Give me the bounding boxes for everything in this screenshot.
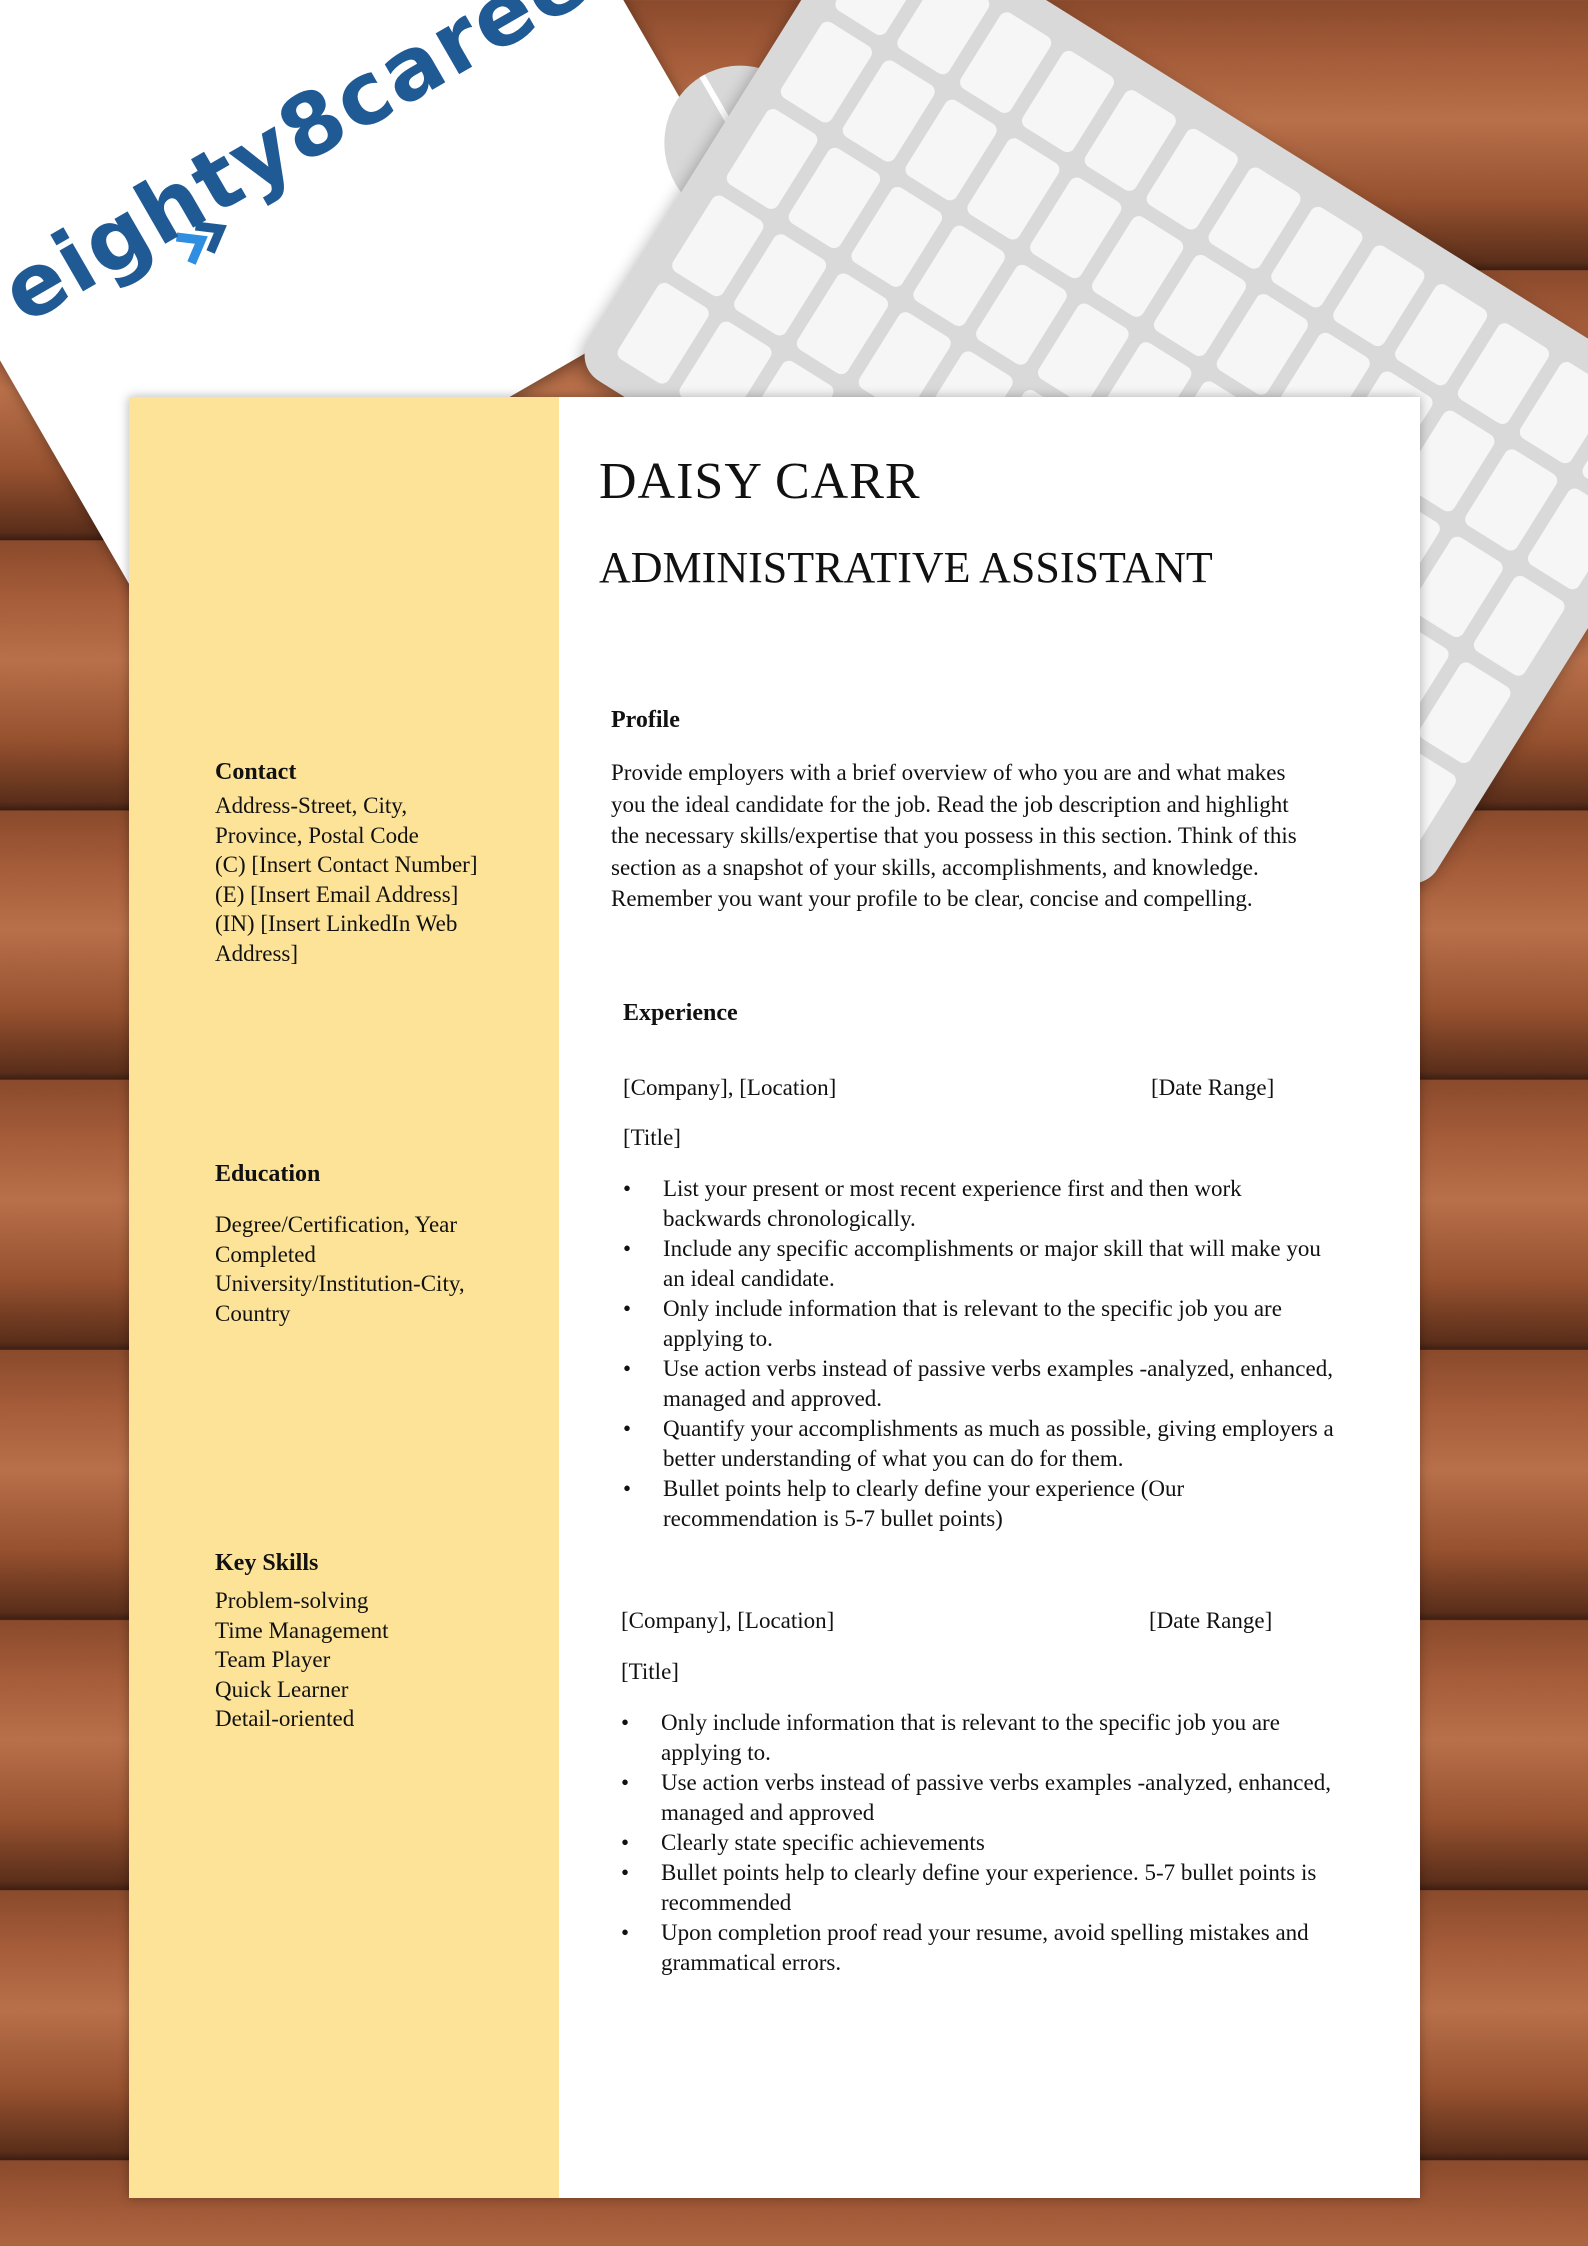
skills-heading: Key Skills: [215, 1550, 319, 1576]
contact-line: Address]: [215, 940, 299, 966]
skills-list: [215, 1586, 389, 1734]
contact-details: [215, 791, 545, 968]
job-header: [623, 1073, 1343, 1103]
job-bullet: • Only include information that is relevant to the specific job you are applying to.: [621, 1708, 1361, 1768]
contact-line: (E) [Insert Email Address]: [215, 881, 459, 907]
profile-line: section as a snapshot of your skills, accomplishments, and knowledge.: [611, 854, 1259, 880]
contact-heading: Contact: [215, 759, 297, 785]
contact-line: Address-Street, City,: [215, 793, 408, 818]
job-company: [Company], [Location]: [621, 1608, 835, 1633]
contact-line: (C) [Insert Contact Number]: [215, 852, 478, 877]
job-bullet: • Bullet points help to clearly define your experience. 5-7 bullet points is recommended: [621, 1858, 1361, 1918]
skill-item: Detail-oriented: [215, 1706, 355, 1731]
job-entry: [623, 1073, 1343, 1534]
profile-line: you the ideal candidate for the job. Read the job description and highlight: [611, 791, 1289, 817]
education-line: Country: [215, 1300, 291, 1326]
job-bullet: • Quantify your accomplishments as much as possible, giving employers a better understanding of what you can do for them.: [623, 1414, 1343, 1474]
skill-item: Problem-solving: [215, 1588, 369, 1613]
job-bullets: [621, 1708, 1361, 1978]
skill-item: Team Player: [215, 1647, 331, 1672]
job-bullet: • Only include information that is relevant to the specific job you are applying to.: [623, 1294, 1343, 1354]
job-bullet: • Include any specific accomplishments or major skill that will make you an ideal candidate.: [623, 1234, 1343, 1294]
job-bullet: • Use action verbs instead of passive verbs examples -analyzed, enhanced, managed and approved: [621, 1768, 1361, 1828]
experience-heading: Experience: [623, 1000, 738, 1026]
skill-item: Time Management: [215, 1617, 389, 1643]
profile-heading: Profile: [611, 707, 680, 733]
job-bullets: [623, 1174, 1343, 1534]
resume-page: [129, 397, 1420, 2198]
education-line: Completed: [215, 1241, 316, 1267]
contact-line: Province, Postal Code: [215, 822, 419, 848]
job-bullet: • Upon completion proof read your resume, avoid spelling mistakes and grammatical errors.: [621, 1918, 1361, 1978]
skill-item: Quick Learner: [215, 1676, 349, 1702]
profile-line: Remember you want your profile to be clear, concise and compelling.: [611, 886, 1253, 911]
job-bullet: • Use action verbs instead of passive verbs examples -analyzed, enhanced, managed and approved.: [623, 1354, 1343, 1414]
job-company: [Company], [Location]: [623, 1075, 837, 1100]
education-details: [215, 1210, 545, 1328]
profile-line: Provide employers with a brief overview of who you are and what makes: [611, 760, 1286, 785]
job-bullet: • Clearly state specific achievements: [621, 1828, 1361, 1858]
profile-text: [611, 757, 1297, 915]
job-header: [621, 1606, 1361, 1636]
profile-line: the necessary skills/expertise that you possess in this section. Think of this: [611, 823, 1297, 848]
job-title: [Title]: [623, 1124, 681, 1150]
job-title: [Title]: [621, 1658, 679, 1684]
job-date: [Date Range]: [1149, 1608, 1273, 1633]
contact-line: (IN) [Insert LinkedIn Web: [215, 911, 458, 936]
education-heading: Education: [215, 1161, 321, 1187]
job-date: [Date Range]: [1151, 1075, 1275, 1100]
candidate-name: DAISY CARR: [599, 453, 921, 510]
job-bullet: • List your present or most recent experience first and then work backwards chronologically.: [623, 1174, 1343, 1234]
job-entry: [621, 1606, 1361, 1978]
education-line: University/Institution-City,: [215, 1271, 465, 1296]
education-line: Degree/Certification, Year: [215, 1212, 458, 1237]
candidate-role: ADMINISTRATIVE ASSISTANT: [599, 543, 1213, 592]
job-bullet: • Bullet points help to clearly define your experience (Our recommendation is 5-7 bullet points): [623, 1474, 1343, 1534]
